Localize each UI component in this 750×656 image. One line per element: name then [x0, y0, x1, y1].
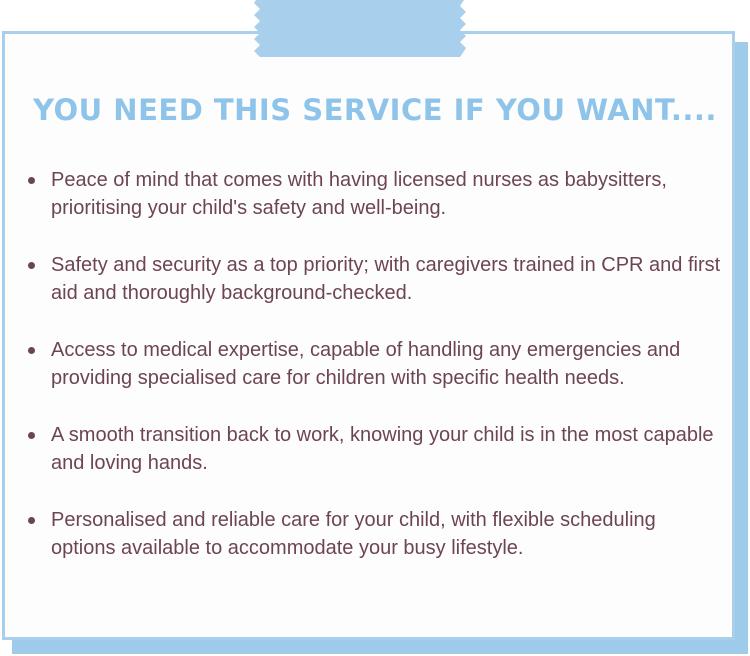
section-heading: YOU NEED THIS SERVICE IF YOU WANT....: [33, 93, 717, 127]
list-item-text: Access to medical expertise, capable of handling any emergencies and providing specialised care for children with specific health needs.: [51, 339, 681, 389]
bullet-icon: [28, 262, 35, 269]
tape-shape: [250, 0, 470, 57]
list-item-text: A smooth transition back to work, knowing your child is in the most capable and loving hands.: [51, 424, 714, 474]
benefits-list: [25, 166, 725, 591]
bullet-icon: [28, 517, 35, 524]
list-item-text: Peace of mind that comes with having licensed nurses as babysitters, prioritising your child's safety and well-being.: [51, 169, 667, 219]
bullet-icon: [28, 177, 35, 184]
list-item: [25, 251, 725, 307]
bullet-icon: [28, 432, 35, 439]
list-item: [25, 421, 725, 477]
list-item: [25, 336, 725, 392]
washi-tape-decoration: [250, 0, 470, 57]
list-item: [25, 166, 725, 222]
bullet-icon: [28, 347, 35, 354]
list-item: [25, 506, 725, 562]
list-item-text: Safety and security as a top priority; with caregivers trained in CPR and first aid and thoroughly background-checked.: [51, 254, 721, 304]
list-item-text: Personalised and reliable care for your child, with flexible scheduling options available to accommodate your busy lifestyle.: [51, 509, 656, 559]
